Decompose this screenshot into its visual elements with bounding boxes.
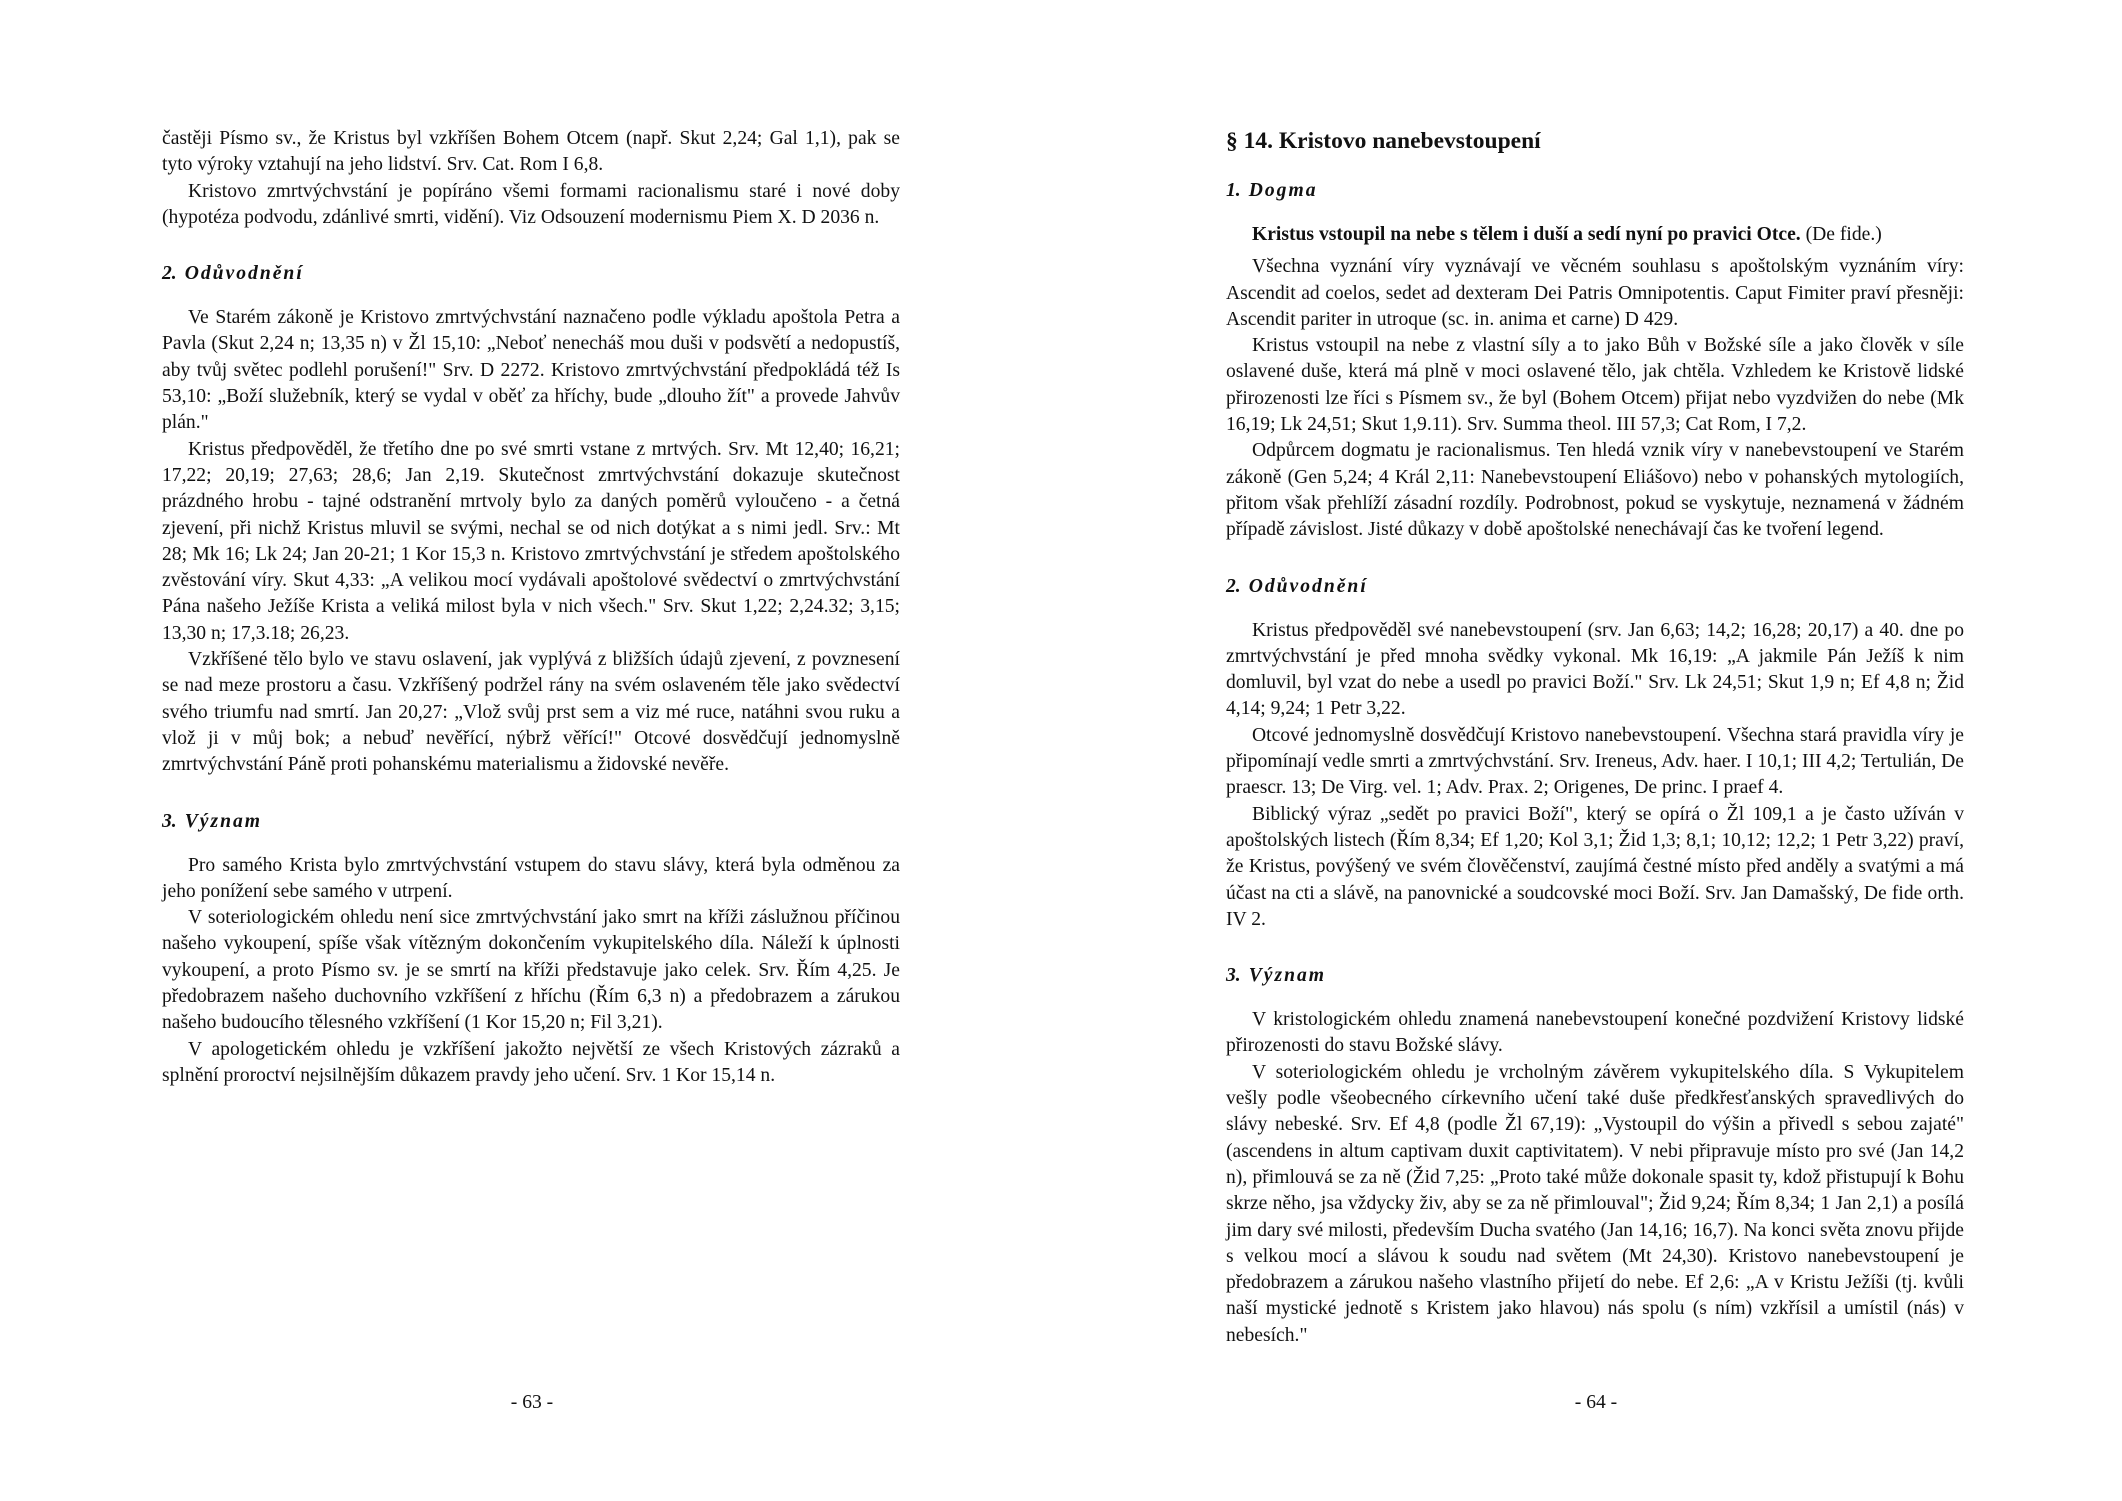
- chapter-title: § 14. Kristovo nanebevstoupení: [1226, 128, 1541, 154]
- section-number: 1.: [1226, 180, 1241, 201]
- paragraph: Všechna vyznání víry vyznávají ve věcném souhlasu s apoštolským vyznáním víry: Ascendit ad coelos, sedet ad dexteram Dei Patris Omnipotentis. Caput Fimiter praví přesněji: Ascendit pariter in utroque (sc. in. anima et carne) D 429.: [1226, 256, 1964, 330]
- paragraph: Vzkříšené tělo bylo ve stavu oslavení, jak vyplývá z bližších údajů zjevení, z povznesení se nad meze prostoru a času. Vzkříšený podržel rány na svém oslaveném těle jako svědectví svého triumfu nad smrtí. Jan 20,27: „Vlož svůj prst sem a viz mé ruce, natáhni svou ruku a vlož ji v můj bok; a nebuď nevěřící, nýbrž věřící!" Otcové dosvědčují jednomyslně zmrtvýchvstání Páně proti pohanskému materialismu a židovské nevěře.: [162, 649, 900, 776]
- section-heading-justification: [1226, 574, 1964, 600]
- paragraph: V soteriologickém ohledu je vrcholným závěrem vykupitelského díla. S Vykupitelem vešly podle všeobecného církevního učení také duše předkřesťanských spravedlivých do slávy nebeské. Srv. Ef 4,8 (podle Žl 67,19): „Vystoupil do výšin a přivedl s sebou zajaté" (ascendens in altum captivam duxit captivitatem). V nebi připravuje místo pro své (Jan 14,2 n), přimlouvá se za ně (Žid 7,25: „Proto také může dokonale spasit ty, kdož přistupují k Bohu skrze něho, jsa vždycky živ, aby se za ně přimlouval"; Žid 9,24; Řím 8,34; 1 Jan 2,1) a posílá jim dary své milosti, především Ducha svatého (Jan 14,16; 16,7). Na konci světa znovu přijde s velkou mocí a slávou k soudu nad světem (Mt 24,30). Kristovo nanebevstoupení je předobrazem a zárukou našeho vlastního přijetí do nebe. Ef 2,6: „A v Kristu Ježíši (tj. kvůli naší mystické jednotě s Kristem jako hlavou) nás spolu (s ním) vzkřísil a umístil (nás) v nebesích.": [1226, 1061, 1964, 1346]
- section-heading-meaning: [162, 809, 900, 835]
- section-title: Význam: [1248, 965, 1327, 987]
- paragraph: Odpůrcem dogmatu je racionalismus. Ten hledá vznik víry v nanebevstoupení ve Starém zákoně (Gen 5,24; 4 Král 2,11: Nanebevstoupení Eliášovo) nebo v pohanských mytologiích, přitom však přehlíží zásadní rozdíly. Podrobnost, pokud se vyskytuje, neznamená v žádném případě závislost. Jisté důkazy v době apoštolské nenechávají čas ke tvoření legend.: [1226, 440, 1964, 541]
- section-number: 3.: [162, 810, 177, 832]
- page-number: - 63 -: [510, 1392, 554, 1413]
- section-number: 2.: [1226, 575, 1241, 597]
- paragraph: V soteriologickém ohledu není sice zmrtvýchvstání jako smrt na kříži záslužnou příčinou našeho vykoupení, spíše však vítězným dokončením vykupitelského díla. Náleží k úplnosti vykoupení, a proto Písmo sv. je se smrtí na kříži představuje jako celek. Srv. Řím 4,25. Je předobrazem našeho duchovního vzkříšení z hříchu (Řím 6,3 n) a předobrazem a zárukou našeho budoucího tělesného vzkříšení (1 Kor 15,20 n; Fil 3,21).: [162, 907, 900, 1034]
- right-page: [1061, 0, 2122, 1501]
- section-title: Význam: [184, 810, 263, 832]
- paragraph: Ve Starém zákoně je Kristovo zmrtvýchvstání naznačeno podle výkladu apoštola Petra a Pavla (Skut 2,24 n; 13,35 n) v Žl 15,10: „Neboť nenecháš mou duši v podsvětí a nedopustíš, aby tvůj světec podlehl porušení!" Srv. D 2272. Kristovo zmrtvýchvstání předpokládá též Is 53,10: „Boží služebník, který se vydal v oběť za hříchy, bude „dlouho žít" a provede Jahvův plán.": [162, 307, 900, 434]
- paragraph: Kristovo zmrtvýchvstání je popíráno všemi formami racionalismu staré i nové doby (hypotéza podvodu, zdánlivé smrti, vidění). Viz Odsouzení modernismu Piem X. D 2036 n.: [162, 180, 900, 228]
- dogma-thesis: [1226, 222, 1964, 248]
- section-title: Odůvodnění: [184, 263, 304, 285]
- right-text-column: [1226, 126, 1964, 1349]
- section-title: Dogma: [1248, 180, 1318, 201]
- paragraph: V kristologickém ohledu znamená nanebevstoupení konečné pozdvižení Kristovy lidské přirozenosti do stavu Božské slávy.: [1226, 1009, 1964, 1057]
- section-title: Odůvodnění: [1248, 575, 1368, 597]
- paragraph: V apologetickém ohledu je vzkříšení jakožto největší ze všech Kristových zázraků a splnění proroctví nejsilnějším důkazem pravdy jeho učení. Srv. 1 Kor 15,14 n.: [162, 1038, 900, 1086]
- paragraph: častěji Písmo sv., že Kristus byl vzkříšen Bohem Otcem (např. Skut 2,24; Gal 1,1), pak se tyto výroky vztahují na jeho lidství. Srv. Cat. Rom I 6,8.: [162, 128, 900, 176]
- paragraph: Kristus předpověděl své nanebevstoupení (srv. Jan 6,63; 14,2; 16,28; 20,17) a 40. dne po zmrtvýchvstání je před mnoha svědky vykonal. Mk 16,19: „A jakmile Pán Ježíš k nim domluvil, byl vzat do nebe a usedl po pravici Boží." Srv. Lk 24,51; Skut 1,9 n; Ef 4,8 n; Žid 4,14; 9,24; 1 Petr 3,22.: [1226, 619, 1964, 720]
- section-heading-justification: [162, 261, 900, 287]
- section-number: 3.: [1226, 965, 1241, 987]
- paragraph: Biblický výraz „sedět po pravici Boží", který se opírá o Žl 109,1 a je často užíván v apoštolských listech (Řím 8,34; Ef 1,20; Kol 3,1; Žid 1,3; 8,1; 10,12; 12,2; 1 Petr 3,22) praví, že Kristus, povýšený ve svém člověčenství, zaujímá čestné místo před anděly a svatými a má účast na cti a slávě, na panovnické a soudcovské moci Boží. Srv. Jan Damašský, De fide orth. IV 2.: [1226, 803, 1964, 930]
- paragraph: Otcové jednomyslně dosvědčují Kristovo nanebevstoupení. Všechna stará pravidla víry je připomínají vedle smrti a zmrtvýchvstání. Srv. Ireneus, Adv. haer. I 10,1; III 4,2; Tertulián, De praescr. 13; De Virg. vel. 1; Adv. Prax. 2; Origenes, De princ. I praef 4.: [1226, 724, 1964, 799]
- section-heading-meaning: [1226, 963, 1964, 989]
- paragraph: Kristus vstoupil na nebe z vlastní síly a to jako Bůh v Božské síle a jako člověk v síle oslavené duše, která má plně v moci oslavené tělo, jak chtěla. Vzhledem ke Kristově lidské přirozenosti lze říci s Písmem sv., že byl (Bohem Otcem) přijat nebo vyzdvižen do nebe (Mk 16,19; Lk 24,51; Skut 1,9.11). Srv. Summa theol. III 57,3; Cat Rom, I 7,2.: [1226, 335, 1964, 436]
- thesis-statement: Kristus vstoupil na nebe s tělem i duší a sedí nyní po pravici Otce.: [1252, 224, 1801, 245]
- paragraph: Kristus předpověděl, že třetího dne po své smrti vstane z mrtvých. Srv. Mt 12,40; 16,21; 17,22; 20,19; 27,63; 28,6; Jan 2,19. Skutečnost zmrtvýchvstání dokazuje skutečnost prázdného hrobu - tajné odstranění mrtvoly bylo za daných poměrů vyloučeno - a četná zjevení, při nichž Kristus mluvil se svými, nechal se od nich dotýkat a s nimi jedl. Srv.: Mt 28; Mk 16; Lk 24; Jan 20-21; 1 Kor 15,3 n. Kristovo zmrtvýchvstání je středem apoštolského zvěstování víry. Skut 4,33: „A velikou mocí vydávali apoštolové svědectví o zmrtvýchvstání Pána našeho Ježíše Krista a veliká milost byla v nich všech." Srv. Skut 1,22; 2,24.32; 3,15; 13,30 n; 17,3.18; 26,23.: [162, 438, 900, 644]
- section-number: 2.: [162, 263, 177, 285]
- paragraph: Pro samého Krista bylo zmrtvýchvstání vstupem do stavu slávy, která byla odměnou za jeho ponížení sebe samého v utrpení.: [162, 854, 900, 902]
- section-heading-dogma: [1226, 178, 1964, 204]
- page-number: - 64 -: [1574, 1392, 1618, 1413]
- left-text-column: [162, 126, 900, 1089]
- thesis-note: (De fide.): [1800, 224, 1882, 245]
